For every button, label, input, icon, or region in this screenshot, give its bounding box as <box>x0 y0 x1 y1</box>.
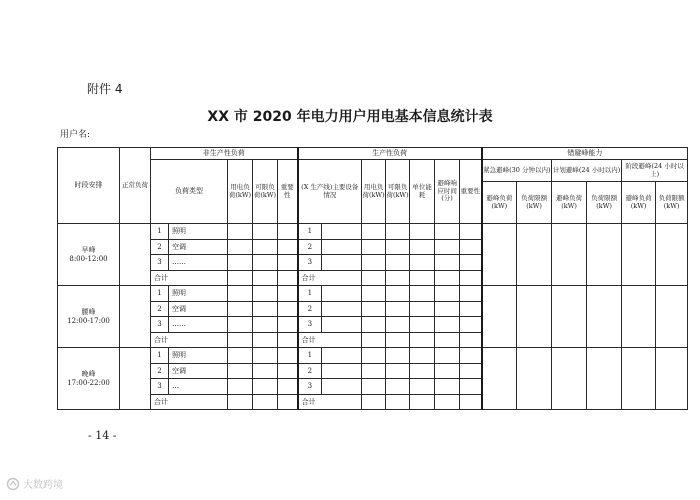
np-load-type: …… <box>169 317 228 333</box>
np-row-number: 3 <box>151 255 169 271</box>
p-response-time-cell[interactable] <box>435 394 460 410</box>
period-name: 晚峰 <box>81 370 96 379</box>
header-planned: 计划避峰(24 小时以内) <box>552 160 622 182</box>
header-time-schedule: 时段安排 <box>58 148 120 224</box>
header-staged: 阶段避峰(24 小时以上) <box>622 160 688 182</box>
np-usage-cell[interactable] <box>228 394 253 410</box>
np-limit-cell[interactable] <box>253 317 278 333</box>
p-equipment-cell[interactable] <box>322 363 362 379</box>
period-cell <box>58 286 120 348</box>
np-total-label: 合计 <box>151 332 228 348</box>
p-unit-consumption-cell[interactable] <box>410 363 435 379</box>
header-non-production-load: 非生产性负荷 <box>151 148 298 160</box>
p-importance-cell[interactable] <box>460 332 482 348</box>
p-limit-cell[interactable] <box>386 332 410 348</box>
np-importance-cell[interactable] <box>278 255 298 271</box>
p-response-time-cell[interactable] <box>435 348 460 364</box>
header-planned-load-limit: 负荷限额(kW) <box>587 182 622 224</box>
np-total-label: 合计 <box>151 394 228 410</box>
p-unit-consumption-cell[interactable] <box>410 224 435 240</box>
p-equipment-cell[interactable] <box>322 224 362 240</box>
staged-load-limit-cell[interactable] <box>656 286 688 348</box>
header-emergency-peak-load: 避峰负荷(kW) <box>482 182 517 224</box>
header-np-usage: 用电负荷(kW) <box>228 160 253 224</box>
np-importance-cell[interactable] <box>278 394 298 410</box>
np-importance-cell[interactable] <box>278 348 298 364</box>
emergency-peak-load-cell[interactable] <box>482 348 517 410</box>
table-row <box>58 286 688 302</box>
np-usage-cell[interactable] <box>228 224 253 240</box>
p-row-number: 3 <box>298 317 322 333</box>
np-limit-cell[interactable] <box>253 394 278 410</box>
table-row <box>58 224 688 240</box>
p-total-label: 合计 <box>298 394 362 410</box>
np-importance-cell[interactable] <box>278 301 298 317</box>
np-limit-cell[interactable] <box>253 332 278 348</box>
p-limit-cell[interactable] <box>386 301 410 317</box>
np-limit-cell[interactable] <box>253 224 278 240</box>
np-usage-cell[interactable] <box>228 332 253 348</box>
p-response-time-cell[interactable] <box>435 317 460 333</box>
np-usage-cell[interactable] <box>228 363 253 379</box>
p-usage-cell[interactable] <box>362 239 386 255</box>
p-equipment-cell[interactable] <box>322 379 362 395</box>
np-importance-cell[interactable] <box>278 332 298 348</box>
np-row-number: 3 <box>151 379 169 395</box>
np-load-type: 空调 <box>169 363 228 379</box>
emergency-load-limit-cell[interactable] <box>517 348 552 410</box>
p-unit-consumption-cell[interactable] <box>410 301 435 317</box>
page-number: - 14 - <box>88 429 117 442</box>
p-importance-cell[interactable] <box>460 379 482 395</box>
header-staged-peak-load: 避峰负荷(kW) <box>622 182 656 224</box>
period-name: 腰峰 <box>81 308 96 317</box>
header-p-limit: 可限负荷(kW) <box>386 160 410 224</box>
p-total-label: 合计 <box>298 270 362 286</box>
header-staged-load-limit: 负荷限额(kW) <box>656 182 688 224</box>
np-usage-cell[interactable] <box>228 255 253 271</box>
np-row-number: 1 <box>151 224 169 240</box>
header-p-usage: 用电负荷(kW) <box>362 160 386 224</box>
p-usage-cell[interactable] <box>362 317 386 333</box>
np-limit-cell[interactable] <box>253 286 278 302</box>
np-limit-cell[interactable] <box>253 270 278 286</box>
np-importance-cell[interactable] <box>278 363 298 379</box>
header-normal-load: 正常负荷 <box>120 148 151 224</box>
p-usage-cell[interactable] <box>362 270 386 286</box>
np-importance-cell[interactable] <box>278 224 298 240</box>
p-importance-cell[interactable] <box>460 255 482 271</box>
p-unit-consumption-cell[interactable] <box>410 239 435 255</box>
p-importance-cell[interactable] <box>460 363 482 379</box>
p-response-time-cell[interactable] <box>435 224 460 240</box>
np-limit-cell[interactable] <box>253 301 278 317</box>
np-usage-cell[interactable] <box>228 317 253 333</box>
p-row-number: 1 <box>298 286 322 302</box>
p-importance-cell[interactable] <box>460 348 482 364</box>
p-response-time-cell[interactable] <box>435 270 460 286</box>
np-load-type: …… <box>169 255 228 271</box>
p-response-time-cell[interactable] <box>435 255 460 271</box>
header-production-line: (X 生产线)主要设备情况 <box>298 160 362 224</box>
p-equipment-cell[interactable] <box>322 286 362 302</box>
planned-load-limit-cell[interactable] <box>587 348 622 410</box>
p-equipment-cell[interactable] <box>322 348 362 364</box>
np-row-number: 1 <box>151 348 169 364</box>
np-usage-cell[interactable] <box>228 270 253 286</box>
p-equipment-cell[interactable] <box>322 301 362 317</box>
p-usage-cell[interactable] <box>362 348 386 364</box>
p-row-number: 2 <box>298 301 322 317</box>
p-total-label: 合计 <box>298 332 362 348</box>
np-importance-cell[interactable] <box>278 317 298 333</box>
statistics-table <box>57 147 688 410</box>
np-total-label: 合计 <box>151 270 228 286</box>
p-response-time-cell[interactable] <box>435 239 460 255</box>
np-row-number: 1 <box>151 286 169 302</box>
p-response-time-cell[interactable] <box>435 332 460 348</box>
p-unit-consumption-cell[interactable] <box>410 286 435 302</box>
np-row-number: 2 <box>151 239 169 255</box>
p-unit-consumption-cell[interactable] <box>410 332 435 348</box>
header-emergency: 紧急避峰(30 分钟以内) <box>482 160 552 182</box>
p-row-number: 3 <box>298 379 322 395</box>
header-np-importance: 重要性 <box>278 160 298 224</box>
attachment-label: 附件 4 <box>87 82 123 96</box>
p-limit-cell[interactable] <box>386 348 410 364</box>
header-emergency-load-limit: 负荷限额(kW) <box>517 182 552 224</box>
p-limit-cell[interactable] <box>386 394 410 410</box>
np-load-type: 空调 <box>169 239 228 255</box>
header-p-importance: 重要性 <box>460 160 482 224</box>
p-unit-consumption-cell[interactable] <box>410 394 435 410</box>
staged-load-limit-cell[interactable] <box>656 348 688 410</box>
normal-load-cell[interactable] <box>120 286 151 348</box>
p-usage-cell[interactable] <box>362 224 386 240</box>
p-limit-cell[interactable] <box>386 317 410 333</box>
np-limit-cell[interactable] <box>253 379 278 395</box>
p-row-number: 2 <box>298 239 322 255</box>
p-response-time-cell[interactable] <box>435 379 460 395</box>
np-usage-cell[interactable] <box>228 286 253 302</box>
p-equipment-cell[interactable] <box>322 317 362 333</box>
p-limit-cell[interactable] <box>386 224 410 240</box>
header-response-time: 避峰响应时间(分) <box>435 160 460 224</box>
header-production-load: 生产性负荷 <box>298 148 482 160</box>
p-limit-cell[interactable] <box>386 270 410 286</box>
np-load-type: 照明 <box>169 348 228 364</box>
p-usage-cell[interactable] <box>362 394 386 410</box>
np-usage-cell[interactable] <box>228 379 253 395</box>
p-limit-cell[interactable] <box>386 379 410 395</box>
p-limit-cell[interactable] <box>386 363 410 379</box>
header-np-limit: 可限负荷(kW) <box>253 160 278 224</box>
np-importance-cell[interactable] <box>278 379 298 395</box>
watermark-logo-icon <box>6 477 20 491</box>
header-unit-consumption: 单位能耗 <box>410 160 435 224</box>
p-usage-cell[interactable] <box>362 332 386 348</box>
p-limit-cell[interactable] <box>386 255 410 271</box>
p-row-number: 3 <box>298 255 322 271</box>
p-limit-cell[interactable] <box>386 239 410 255</box>
p-row-number: 1 <box>298 224 322 240</box>
user-name-label: 用户名: <box>60 130 91 140</box>
p-response-time-cell[interactable] <box>435 286 460 302</box>
p-equipment-cell[interactable] <box>322 255 362 271</box>
p-importance-cell[interactable] <box>460 239 482 255</box>
p-equipment-cell[interactable] <box>322 239 362 255</box>
np-usage-cell[interactable] <box>228 239 253 255</box>
header-planned-peak-load: 避峰负荷(kW) <box>552 182 587 224</box>
header-peak-avoidance: 错避峰能力 <box>482 148 688 160</box>
np-limit-cell[interactable] <box>253 239 278 255</box>
document-title: XX 市 2020 年电力用户用电基本信息统计表 <box>207 109 493 125</box>
p-limit-cell[interactable] <box>386 286 410 302</box>
period-cell <box>58 348 120 410</box>
p-importance-cell[interactable] <box>460 317 482 333</box>
np-load-type: 空调 <box>169 301 228 317</box>
np-importance-cell[interactable] <box>278 270 298 286</box>
np-limit-cell[interactable] <box>253 255 278 271</box>
p-unit-consumption-cell[interactable] <box>410 317 435 333</box>
staged-load-limit-cell[interactable] <box>656 224 688 286</box>
np-load-type: 照明 <box>169 286 228 302</box>
p-unit-consumption-cell[interactable] <box>410 379 435 395</box>
planned-load-limit-cell[interactable] <box>587 224 622 286</box>
p-unit-consumption-cell[interactable] <box>410 255 435 271</box>
p-unit-consumption-cell[interactable] <box>410 270 435 286</box>
normal-load-cell[interactable] <box>120 348 151 410</box>
p-importance-cell[interactable] <box>460 270 482 286</box>
emergency-load-limit-cell[interactable] <box>517 286 552 348</box>
np-load-type: 照明 <box>169 224 228 240</box>
p-usage-cell[interactable] <box>362 363 386 379</box>
p-usage-cell[interactable] <box>362 379 386 395</box>
np-importance-cell[interactable] <box>278 239 298 255</box>
planned-peak-load-cell[interactable] <box>552 286 587 348</box>
period-time: 17:00-22:00 <box>67 378 110 387</box>
period-time: 12:00-17:00 <box>67 316 110 325</box>
emergency-peak-load-cell[interactable] <box>482 286 517 348</box>
p-unit-consumption-cell[interactable] <box>410 348 435 364</box>
table-row <box>58 348 688 364</box>
np-limit-cell[interactable] <box>253 363 278 379</box>
emergency-peak-load-cell[interactable] <box>482 224 517 286</box>
p-usage-cell[interactable] <box>362 301 386 317</box>
p-importance-cell[interactable] <box>460 301 482 317</box>
p-response-time-cell[interactable] <box>435 301 460 317</box>
planned-peak-load-cell[interactable] <box>552 224 587 286</box>
p-usage-cell[interactable] <box>362 286 386 302</box>
staged-peak-load-cell[interactable] <box>622 348 656 410</box>
p-importance-cell[interactable] <box>460 394 482 410</box>
np-row-number: 2 <box>151 301 169 317</box>
planned-peak-load-cell[interactable] <box>552 348 587 410</box>
np-row-number: 2 <box>151 363 169 379</box>
np-row-number: 3 <box>151 317 169 333</box>
emergency-load-limit-cell[interactable] <box>517 224 552 286</box>
np-limit-cell[interactable] <box>253 348 278 364</box>
staged-peak-load-cell[interactable] <box>622 286 656 348</box>
period-time: 8:00-12:00 <box>69 254 108 263</box>
normal-load-cell[interactable] <box>120 224 151 286</box>
np-usage-cell[interactable] <box>228 301 253 317</box>
p-usage-cell[interactable] <box>362 255 386 271</box>
watermark <box>6 476 63 491</box>
staged-peak-load-cell[interactable] <box>622 224 656 286</box>
planned-load-limit-cell[interactable] <box>587 286 622 348</box>
header-load-type: 负荷类型 <box>151 160 228 224</box>
period-name: 早峰 <box>81 246 96 255</box>
np-usage-cell[interactable] <box>228 348 253 364</box>
np-importance-cell[interactable] <box>278 286 298 302</box>
p-importance-cell[interactable] <box>460 286 482 302</box>
p-response-time-cell[interactable] <box>435 363 460 379</box>
p-row-number: 1 <box>298 348 322 364</box>
p-row-number: 2 <box>298 363 322 379</box>
p-importance-cell[interactable] <box>460 224 482 240</box>
watermark-text: 大数跨境 <box>23 480 63 491</box>
period-cell <box>58 224 120 286</box>
np-load-type: … <box>169 379 228 395</box>
